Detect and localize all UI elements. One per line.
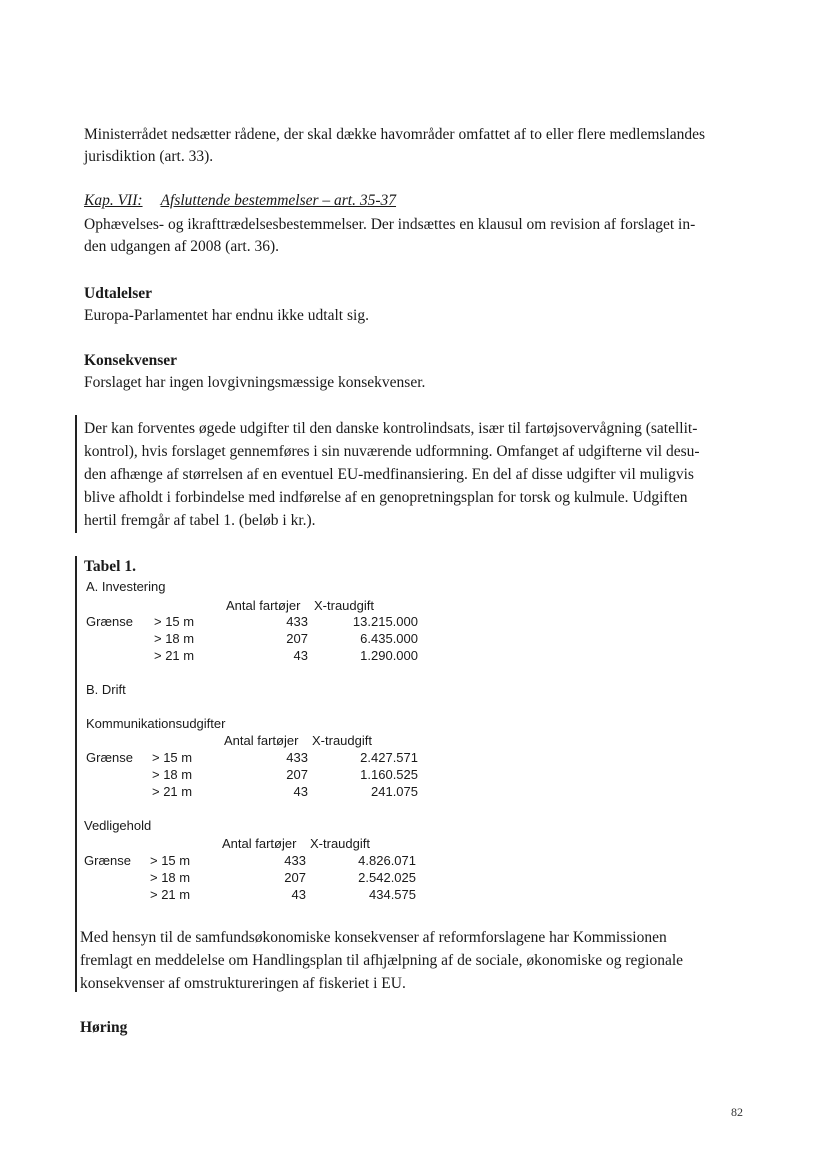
change-bar (75, 415, 77, 533)
column-header-antal: Antal fartøjer (226, 598, 301, 613)
antal-cell: 43 (293, 784, 308, 799)
chapter-prefix: Kap. VII: (84, 192, 143, 209)
section-heading-horing: Høring (80, 1019, 128, 1036)
paragraph-line: jurisdiktion (art. 33). (84, 148, 214, 165)
chapter-title: Afsluttende bestemmelser – art. 35-37 (160, 192, 397, 209)
chapter-heading (84, 190, 396, 212)
paragraph-line: Forslaget har ingen lovgivningsmæssige konsekvenser. (84, 374, 426, 391)
paragraph-line: Med hensyn til de samfundsøkonomiske konsekvenser af reformforslagene har Kommissionen (80, 929, 667, 946)
udgift-cell: 1.160.525 (360, 767, 418, 782)
size-cell: > 15 m (150, 853, 191, 868)
column-header-antal: Antal fartøjer (224, 733, 299, 748)
paragraph-line: den udgangen af 2008 (art. 36). (84, 238, 279, 255)
antal-cell: 433 (284, 853, 306, 868)
udgift-cell: 2.427.571 (360, 750, 418, 765)
row-label: Grænse (86, 614, 133, 629)
udgift-cell: 434.575 (369, 887, 416, 902)
antal-cell: 433 (286, 614, 308, 629)
column-header-udgift: X-traudgift (314, 598, 374, 613)
column-header-udgift: X-traudgift (312, 733, 372, 748)
paragraph-line: hertil fremgår af tabel 1. (beløb i kr.). (84, 512, 316, 529)
paragraph-line: konsekvenser af omstruktureringen af fiskeriet i EU. (80, 975, 406, 992)
paragraph-line: fremlagt en meddelelse om Handlingsplan til afhjælpning af de sociale, økonomiske og regionale (80, 952, 684, 969)
size-cell: > 21 m (152, 784, 193, 799)
paragraph-line: den afhænge af størrelsen af en eventuel EU-medfinansiering. En del af disse udgifter vil muligvis (84, 466, 694, 483)
antal-cell: 207 (284, 870, 306, 885)
udgift-cell: 241.075 (371, 784, 418, 799)
size-cell: > 15 m (154, 614, 195, 629)
page-number: 82 (731, 1105, 743, 1119)
antal-cell: 207 (286, 767, 308, 782)
udgift-cell: 1.290.000 (360, 648, 418, 663)
antal-cell: 43 (291, 887, 306, 902)
paragraph-line: Der kan forventes øgede udgifter til den danske kontrolindsats, især til fartøjsovervågning (satellit- (84, 420, 698, 437)
row-label: Grænse (86, 750, 133, 765)
size-cell: > 18 m (152, 767, 193, 782)
size-cell: > 18 m (154, 631, 195, 646)
udgift-cell: 2.542.025 (358, 870, 416, 885)
size-cell: > 18 m (150, 870, 191, 885)
change-bar (75, 556, 77, 992)
paragraph-line: blive afholdt i forbindelse med indførelse af en genopretningsplan for torsk og kulmule. Udgiften (84, 489, 688, 506)
table-section-label: A. Investering (86, 579, 166, 594)
udgift-cell: 6.435.000 (360, 631, 418, 646)
size-cell: > 21 m (150, 887, 191, 902)
antal-cell: 433 (286, 750, 308, 765)
table-subsection-label: Vedligehold (84, 818, 152, 833)
column-header-antal: Antal fartøjer (222, 836, 297, 851)
row-label: Grænse (84, 853, 131, 868)
antal-cell: 207 (286, 631, 308, 646)
size-cell: > 15 m (152, 750, 193, 765)
paragraph-line: Ministerrådet nedsætter rådene, der skal dække havområder omfattet af to eller flere medlemslandes (84, 126, 706, 143)
udgift-cell: 13.215.000 (352, 614, 418, 629)
paragraph-line: kontrol), hvis forslaget gennemføres i sin nuværende udformning. Omfanget af udgifterne vil desu- (84, 443, 700, 460)
section-heading-udtalelser: Udtalelser (84, 285, 153, 302)
udgift-cell: 4.826.071 (358, 853, 416, 868)
antal-cell: 43 (293, 648, 308, 663)
section-heading-konsekvenser: Konsekvenser (84, 352, 177, 369)
column-header-udgift: X-traudgift (310, 836, 370, 851)
size-cell: > 21 m (154, 648, 195, 663)
table-subsection-label: Kommunikationsudgifter (86, 716, 226, 731)
paragraph-line: Europa-Parlamentet har endnu ikke udtalt sig. (84, 307, 369, 324)
table-section-label: B. Drift (86, 682, 126, 697)
paragraph-line: Ophævelses- og ikrafttrædelsesbestemmelser. Der indsættes en klausul om revision af forslaget in- (84, 216, 696, 233)
table-title: Tabel 1. (84, 558, 136, 575)
